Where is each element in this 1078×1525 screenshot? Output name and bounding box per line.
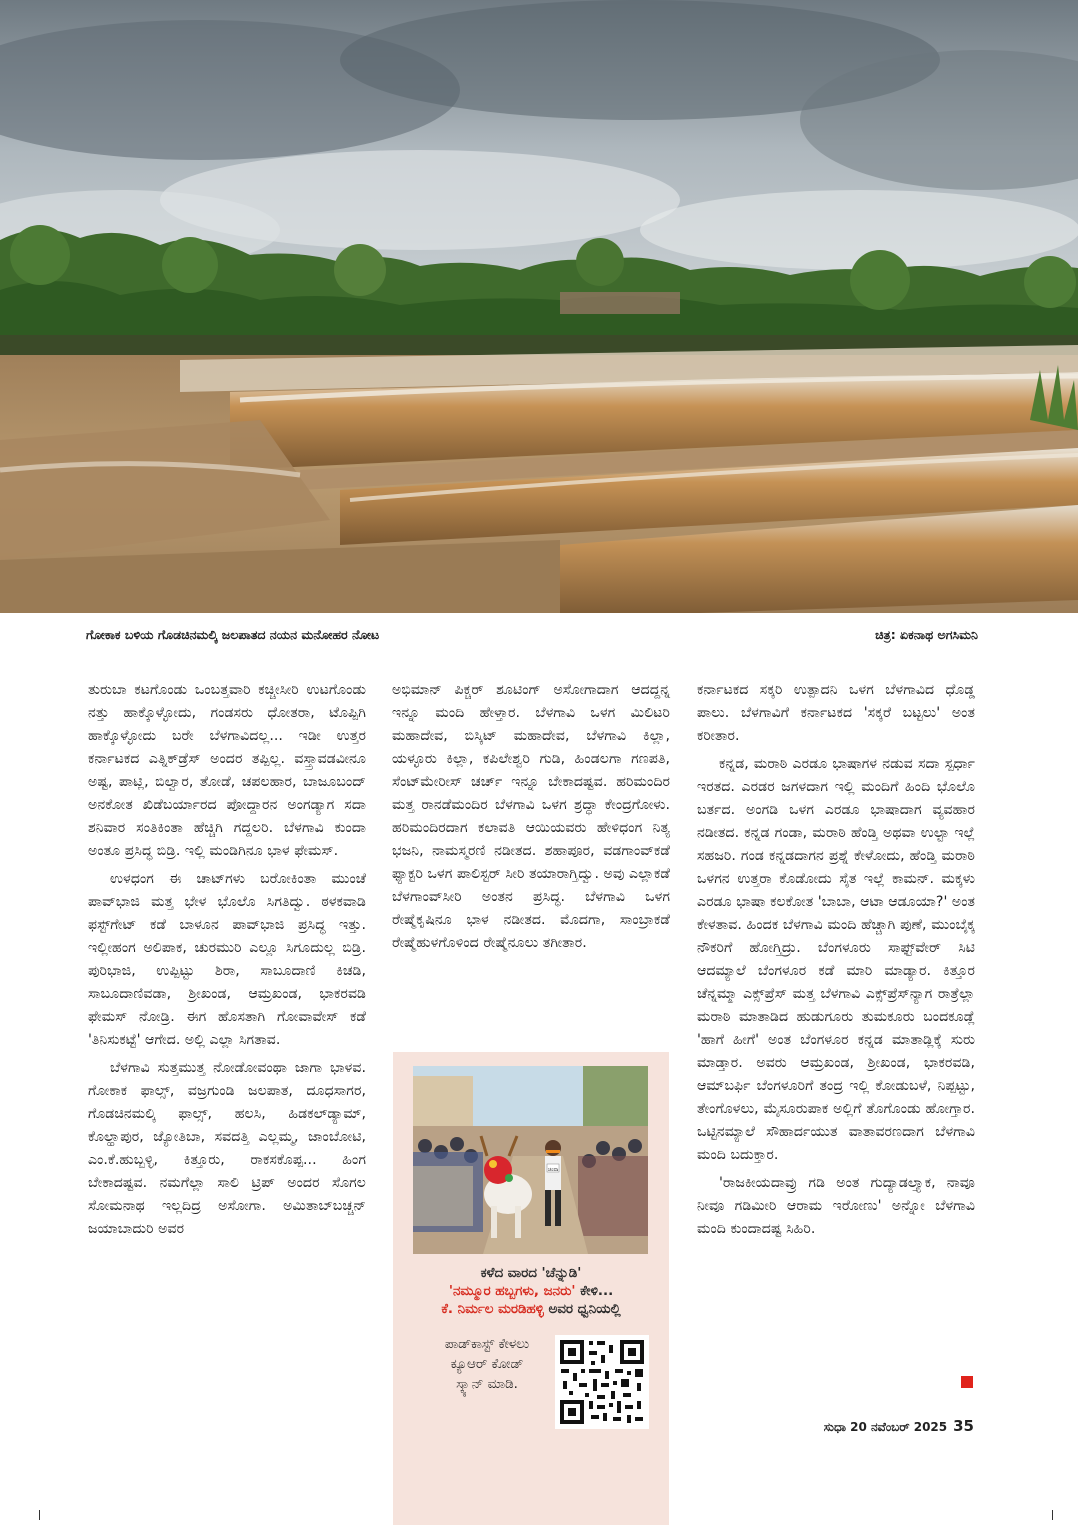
paragraph: ಬೆಳಗಾವಿ ಸುತ್ತಮುತ್ತ ನೋಡೋವಂಥಾ ಜಾಗಾ ಭಾಳವ. ಗೋಕಾಕ ಫಾಲ್ಸ್, ವಜ್ರಗುಂಡಿ ಜಲಪಾತ, ದೂಧಸಾಗರ, ಗೊಡಚಿನಮಲ್ಕಿ ಫಾಲ್ಸ್, ಹಲಸಿ, ಹಿಡಕಲ್‌ಡ್ಯಾಮ್, ಕೊಲ್ಹಾಪುರ, ಜ್ಯೋತಿಬಾ, ಸವದತ್ತಿ ಎಲ್ಲಮ್ಮ, ಜಾಂಬೋಟಿ, ಎಂ.ಕೆ.ಹುಬ್ಬಳ್ಳಿ, ಕಿತ್ತೂರು, ರಾಕಸಕೊಪ್ಪ... ಹಿಂಗ ಬೇಕಾದಷ್ಟವ. ನಮಗೆಲ್ಲಾ ಸಾಲಿ ಟ್ರಿಪ್ ಅಂದರ ಸೊಗಲ ಸೋಮನಾಥ ಇಲ್ಲದಿದ್ರ ಅಸೋಗಾ. ಅಮಿತಾಬ್‌ಬಚ್ಚನ್ ಜಯಾಬಾದುರಿ ಅವರ xyxy=(88,1060,366,1237)
paragraph: ತುರುಬಾ ಕಟಗೊಂಡು ಒಂಬತ್ತವಾರಿ ಕಚ್ಚೀಸೀರಿ ಉಟಗೊಂಡು ನತ್ತು ಹಾಕ್ಕೊಳ್ಳೋದು, ಗಂಡಸರು ಧೋತರಾ, ಟೊಪ್ಪಿಗಿ ಹಾಕ್ಕೊಳ್ಳೋದು ಬರೇ ಬೆಳಗಾವಿದಲ್ಲ... ಇಡೀ ಉತ್ತರ ಕರ್ನಾಟಕದ ಎತ್ನಿಕ್‌ಡ್ರೆಸ್ ಅಂದರ ತಪ್ಪಿಲ್ಲ. ವಸ್ತ್ರಾವಡವೀನೂ ಅಷ್ಟ, ಪಾಟ್ಲಿ, ಬಿಲ್ವಾರ, ತೋಡೆ, ಚಪಲಹಾರ, ಬಾಜೂಬಂದ್ ಅನಕೋತ ಖಿಡೆಬರ್ಯಾರದ ಪೋದ್ದಾರನ ಅಂಗಡ್ಯಾಗ ಸದಾ ಶನಿವಾರ ಸಂತಿಕಿಂತಾ ಹೆಚ್ಚಿಗಿ ಗದ್ದಲರಿ. ಬೆಳಗಾವಿ ಕುಂದಾ ಅಂತೂ ಪ್ರಸಿದ್ಧ ಬಿಡ್ರಿ. ಇಲ್ಲಿ ಮಂಡಿಗಿನೂ ಭಾಳ ಫೇಮಸ್. xyxy=(88,682,366,859)
article-column-2 xyxy=(392,679,670,960)
paragraph: 'ರಾಜಕೀಯದಾವ್ರು ಗಡಿ ಅಂತ ಗುದ್ಯಾಡಲ್ತ್ಯಾಕ, ನಾವೂ ನೀವೂ ಗಡಿಮೀರಿ ಆರಾಮ ಇರೋಣು' ಅನ್ನೋ ಬೆಳಗಾವಿ ಮಂದಿ ಕುಂದಾದಷ್ಟ ಸಿಹಿರಿ. xyxy=(697,1175,975,1237)
promo-line3-suffix: ಅವರ ಧ್ವನಿಯಲ್ಲಿ xyxy=(543,1302,621,1317)
promo-line2-suffix: ಕೇಳಿ... xyxy=(575,1284,614,1299)
paragraph: ಕನ್ನಡ, ಮರಾಠಿ ಎರಡೂ ಭಾಷಾಗಳ ನಡುವ ಸದಾ ಸ್ಪರ್ಧಾ ಇರತದ. ಎರಡರ ಜಗಳದಾಗ ಇಲ್ಲಿ ಮಂದಿಗೆ ಹಿಂದಿ ಭೊಲೊ ಬರ್ತದ. ಅಂಗಡಿ ಒಳಗ ಎರಡೂ ಭಾಷಾದಾಗ ವ್ಯವಹಾರ ನಡೀತದ. ಕನ್ನಡ ಗಂಡಾ, ಮರಾಠಿ ಹೆಂಡ್ತಿ ಅಥವಾ ಉಲ್ಟಾ ಇಲ್ಲೆ ಸಹಜರಿ. ಗಂಡ ಕನ್ನಡದಾಗನ ಪ್ರಶ್ನೆ ಕೇಳೋದು, ಹೆಂಡ್ತಿ ಮರಾಠಿ ಒಳಗನ ಉತ್ತರಾ ಕೊಡೋದು ಸೈತ ಇಲ್ಲೆ ಕಾಮನ್. ಮಕ್ಕಳು ಎರಡೂ ಭಾಷಾ ಕಲಕೋತ 'ಬಾಬಾ, ಆಟಾ ಆಡೂಯಾ?' ಅಂತ ಕೇಳತಾವ. ಹಿಂದಕ ಬೆಳಗಾವಿ ಮಂದಿ ಹೆಚ್ಚಾಗಿ ಪುಣೆ, ಮುಂಬೈಕ್ಕ ನೌಕರಿಗೆ ಹೋಗ್ತಿದ್ರು. ಬೆಂಗಳೂರು ಸಾಫ್ಟ್‌ವೇರ್ ಸಿಟಿ ಆದಮ್ಯಾಲೆ ಬೆಂಗಳೂರ ಕಡೆ ಮಾರಿ ಮಾಡ್ಯಾರ. ಕಿತ್ತೂರ ಚೆನ್ನಮ್ಮಾ ಎಕ್ಸ್‌ಪ್ರೆಸ್ ಮತ್ತ ಬೆಳಗಾವಿ ಎಕ್ಸ್‌ಪ್ರೆಸ್‌ನ್ಯಾಗ ರಾತ್ರೆಲ್ಲಾ ಮರಾಠಿ ಮಾತಾಡಿದ ಹುಡುಗೂರು ತುಮಕೂರು ಬಂದಕೂಡ್ಲೆ 'ಹಾಗೆ ಹೀಗೆ' ಅಂತ ಬೆಂಗಳೂರ ಕನ್ನಡ ಮಾತಾಡ್ಲಿಕ್ಕೆ ಸುರು ಮಾಡ್ತಾರ. ಅವರು ಆಮ್ರಖಂಡ, ಶ್ರೀಖಂಡ, ಭಾಕರವಡಿ, ಆಮ್‌ಬರ್ಫಿ ಬೆಂಗಳೂರಿಗೆ ತಂದ್ರ ಇಲ್ಲಿ ಕೋಡುಬಳೆ, ನಿಪ್ಪಟ್ಟು, ತೇಂಗೊಳಲು, ಮೈಸೂರುಪಾಕ ಅಲ್ಲಿಗೆ ತೊಗೊಂಡು ಹೋಗ್ತಾರ. ಒಟ್ಟಿನಮ್ಯಾಲೆ ಸೌಹಾರ್ದಯುತ ವಾತಾವರಣದಾಗ ಬೆಳಗಾವಿ ಮಂದಿ ಬದುಕ್ತಾರ. xyxy=(697,756,976,1163)
magazine-issue: ಸುಧಾ 20 ನವೆಂಬರ್ 2025 xyxy=(823,1420,948,1434)
promo-line-1 xyxy=(393,1265,669,1282)
paragraph: ಕರ್ನಾಟಕದ ಸಕ್ಕರಿ ಉತ್ಪಾದನಿ ಒಳಗ ಬೆಳಗಾವಿದ ಧೊಡ್ಡ ಪಾಲು. ಬೆಳಗಾವಿಗೆ ಕರ್ನಾಟಕದ 'ಸಕ್ಕರೆ ಬಟ್ಟಲು' ಅಂತ ಕರೀತಾರ. xyxy=(697,682,975,744)
hero-photo xyxy=(0,0,1078,613)
article-column-1 xyxy=(88,679,366,1246)
crop-mark xyxy=(39,1510,40,1520)
qr-code-graphic xyxy=(557,1337,647,1427)
podcast-line: ಸ್ಕ್ಯಾನ್ ಮಾಡಿ. xyxy=(456,1377,518,1392)
page-footer xyxy=(824,1417,974,1435)
podcast-line: ಪಾಡ್‌ಕಾಸ್ಟ್ ಕೇಳಲು xyxy=(444,1337,530,1352)
crop-mark xyxy=(1052,1510,1053,1520)
photo-caption: ಗೋಕಾಕ ಬಳಿಯ ಗೊಡಚಿನಮಲ್ಕಿ ಜಲಪಾತದ ನಯನ ಮನೋಹರ ನೋಟ xyxy=(86,627,380,642)
podcast-line: ಕ್ಯೂಆರ್ ಕೋಡ್ xyxy=(450,1357,524,1372)
paragraph: ಉಳಧಂಗ ಈ ಚಾಟ್‌ಗಳು ಬರೋಕಿಂತಾ ಮುಂಚೆ ಪಾವ್‌ಭಾಜಿ ಮತ್ತ ಭೇಳ ಭೊಲೊ ಸಿಗತಿದ್ವು. ಠಳಕವಾಡಿ ಫಸ್ಟ್‌ಗೇಟ್ ಕಡೆ ಬಾಳೂನ ಪಾವ್‌ಭಾಜಿ ಪ್ರಸಿದ್ಧ ಇತ್ತು. ಇಲ್ಲೀಹಂಗ ಅಲಿಪಾಕ, ಚುರಮುರಿ ಎಲ್ಲೂ ಸಿಗೂದುಲ್ಲ ಬಿಡ್ರಿ. ಪುರಿಭಾಜಿ, ಉಪ್ಪಿಟ್ಟು ಶಿರಾ, ಸಾಬೂದಾಣಿ ಕಿಚಡಿ, ಸಾಬೂದಾಣಿವಡಾ, ಶ್ರೀಖಂಡ, ಆಮ್ರಖಂಡ, ಭಾಕರವಡಿ ಫೇಮಸ್ ನೋಡ್ರಿ. ಈಗ ಹೊಸತಾಗಿ ಗೋವಾವೇಸ್ ಕಡೆ 'ತಿನಿಸುಕಟ್ಟೆ' ಆಗೇದ. ಅಲ್ಲಿ ಎಲ್ಲಾ ಸಿಗತಾವ. xyxy=(88,871,366,1048)
article-end-mark xyxy=(961,1376,973,1388)
waterfall-photo xyxy=(0,0,1078,613)
podcast-instructions xyxy=(412,1335,562,1395)
runner-bib: ಚಂಪಾ xyxy=(547,1167,559,1173)
episode-title: 'ನಮ್ಮೂರ ಹಬ್ಬಗಳು, ಜನರು' xyxy=(448,1284,576,1299)
qr-code-icon[interactable] xyxy=(555,1335,649,1429)
photo-credit: ಚಿತ್ರ: ಏಕನಾಥ ಅಗಸಿಮನಿ xyxy=(875,627,978,642)
promo-line-3 xyxy=(393,1301,669,1318)
paragraph: ಅಭಿಮಾನ್ ಪಿಕ್ಚರ್ ಶೂಟಿಂಗ್ ಅಸೋಗಾದಾಗ ಆದದ್ದನ್ನ ಇನ್ನೂ ಮಂದಿ ಹೇಳ್ತಾರ. ಬೆಳಗಾವಿ ಒಳಗ ಮಿಲಿಟರಿ ಮಹಾದೇವ, ಬಿಸ್ಕಿಟ್ ಮಹಾದೇವ, ಬೆಳಗಾವಿ ಕಿಲ್ಲಾ, ಯಳ್ಳೂರು ಕಿಲ್ಲಾ, ಕಪಿಲೇಶ್ವರಿ ಗುಡಿ, ಹಿಂಡಲಗಾ ಗಣಪತಿ, ಸೆಂಟ್‌ಮೇರೀಸ್ ಚರ್ಚ್ ಇನ್ನೂ ಬೇಕಾದಷ್ಟವ. ಹರಿಮಂದಿರ ಮತ್ತ ರಾನಡೆಮಂದಿರ ಬೆಳಗಾವಿ ಒಳಗ ಶ್ರದ್ಧಾ ಕೇಂದ್ರಗೋಳು. ಹರಿಮಂದಿರದಾಗ ಕಲಾವತಿ ಆಯಿಯವರು ಹೇಳಿಧಂಗ ನಿತ್ಯ ಭಜನಿ, ನಾಮಸ್ಮರಣಿ ನಡೀತದ. ಶಹಾಪೂರ, ವಡಗಾಂವ್‌ಕಡೆ ಫ್ಯಾಕ್ಟರಿ ಒಳಗ ಪಾಲಿಸ್ಟರ್ ಸೀರಿ ತಯಾರಾಗ್ತಿದ್ವು. ಅವು ಎಲ್ಲಾಕಡೆ ಬೆಳಗಾಂವ್‌ಸೀರಿ ಅಂತನ ಪ್ರಸಿದ್ಧ. ಬೆಳಗಾವಿ ಒಳಗ ರೇಷ್ಮೆಕೃಷಿನೂ ಭಾಳ ನಡೀತದ. ಮೊದಗಾ, ಸಾಂಬ್ರಾಕಡೆ ರೇಷ್ಮೆಹುಳಗೊಳಿಂದ ರೇಷ್ಮೆನೂಲು ತಗೀತಾರ. xyxy=(392,682,670,951)
bull-race-photo xyxy=(413,1066,648,1254)
narrator-name: ಕೆ. ನಿರ್ಮಲ ಮರಡಿಹಳ್ಳಿ xyxy=(441,1302,544,1317)
page-number: 35 xyxy=(953,1417,974,1435)
article-column-3 xyxy=(697,679,975,1246)
promo-line-2 xyxy=(393,1283,669,1300)
promo-line1-text: ಕಳೆದ ವಾರದ 'ಚೆನ್ನುಡಿ' xyxy=(480,1266,582,1281)
bull-race-illustration xyxy=(413,1066,648,1254)
